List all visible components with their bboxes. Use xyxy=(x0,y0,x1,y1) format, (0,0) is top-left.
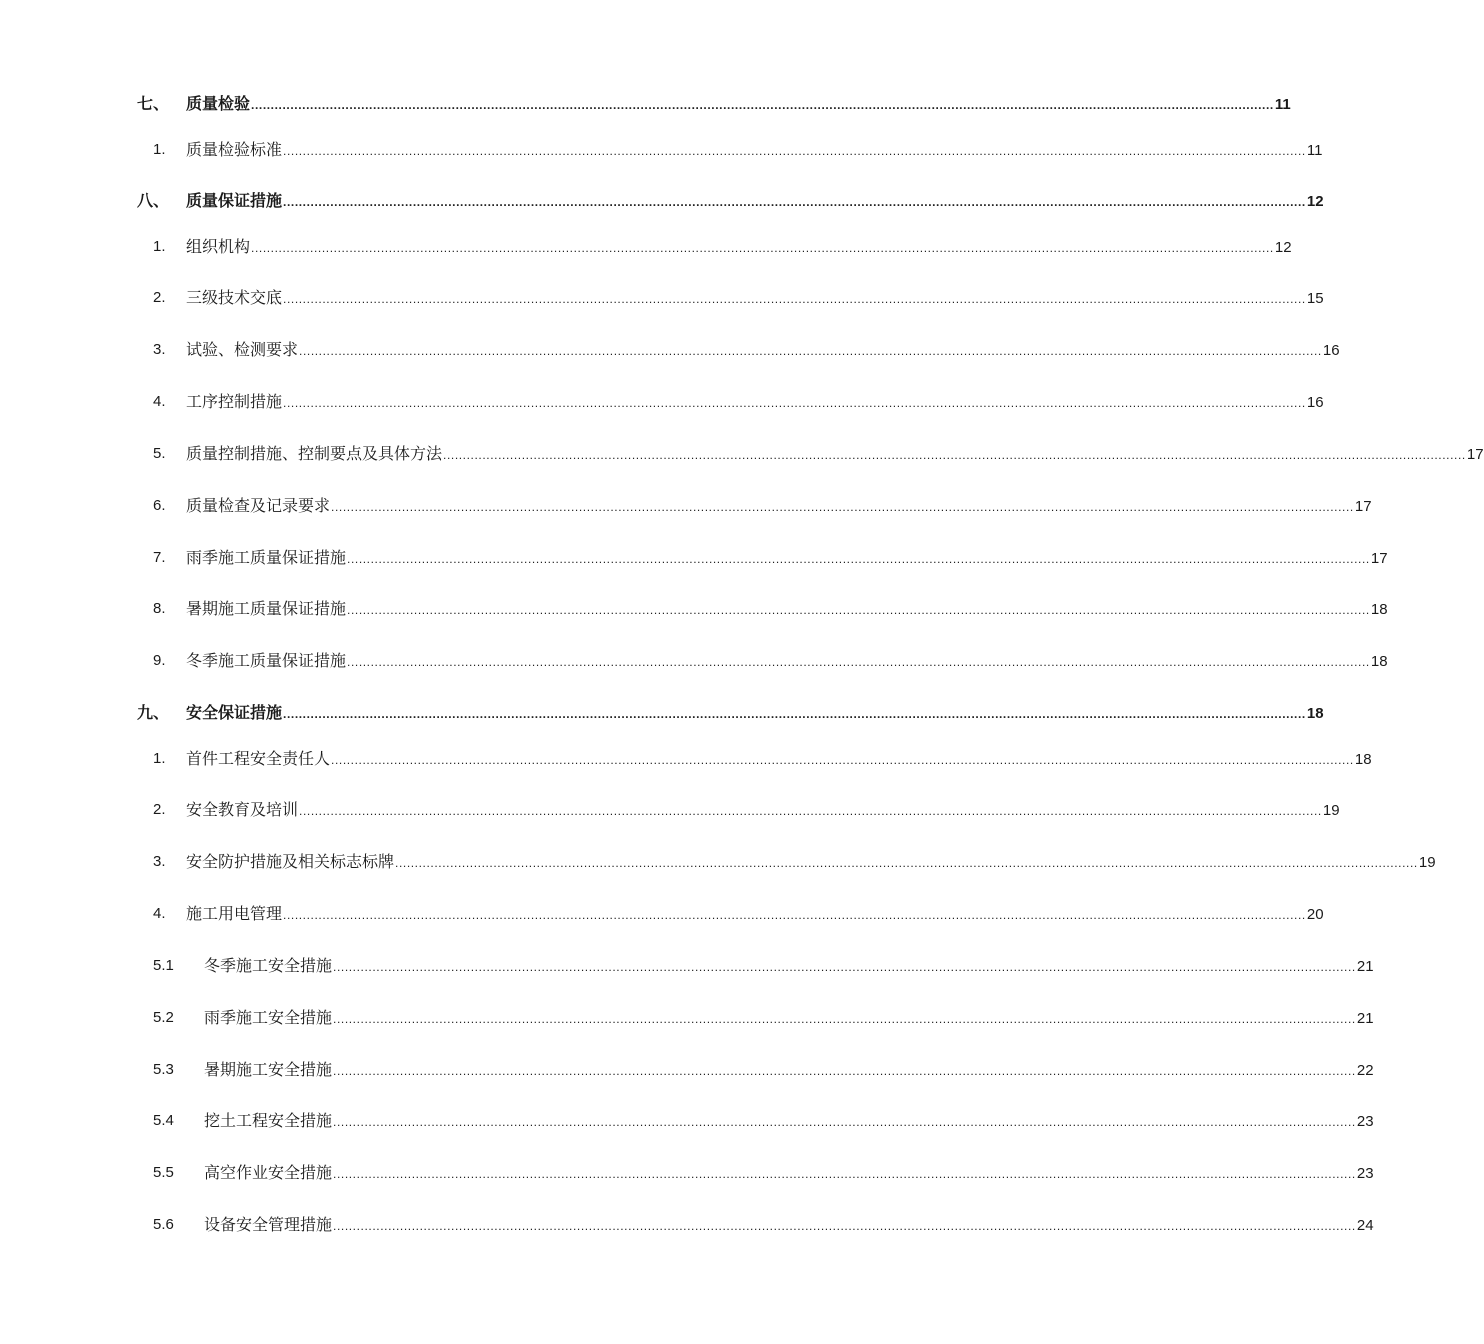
toc-entry-section[interactable] xyxy=(0,389,1324,415)
toc-entry-number: 5. xyxy=(153,445,166,462)
toc-entry-page: 18 xyxy=(1354,751,1372,768)
toc-entry-number: 7. xyxy=(153,549,166,566)
toc-entry-title: 高空作业安全措施 xyxy=(204,1163,333,1182)
toc-entry-page: 21 xyxy=(1356,1010,1374,1027)
toc-entry-title: 雨季施工质量保证措施 xyxy=(186,548,347,567)
toc-entry-number: 1. xyxy=(153,238,166,255)
dot-leader: .................................................................................................................................................................................................................................................................... xyxy=(283,292,1306,306)
toc-entry-subsection[interactable] xyxy=(0,953,1374,979)
dot-leader: .................................................................................................................................................................................................................................................................... xyxy=(333,1012,1356,1026)
toc-entry-page: 23 xyxy=(1356,1165,1374,1182)
toc-entry-section[interactable] xyxy=(0,901,1324,927)
toc-entry-page: 17 xyxy=(1370,550,1388,567)
toc-entry-page: 12 xyxy=(1306,193,1324,210)
toc-entry-section[interactable] xyxy=(0,234,1292,260)
toc-entry-section[interactable] xyxy=(0,746,1372,772)
toc-entry-page: 19 xyxy=(1418,854,1436,871)
toc-entry-title: 质量检验 xyxy=(186,94,251,113)
dot-leader: .................................................................................................................................................................................................................................................................... xyxy=(251,98,1274,112)
dot-leader: .................................................................................................................................................................................................................................................................... xyxy=(333,1167,1356,1181)
toc-entry-page: 17 xyxy=(1466,446,1484,463)
toc-entry-number: 1. xyxy=(153,141,166,158)
dot-leader: .................................................................................................................................................................................................................................................................... xyxy=(443,448,1466,462)
toc-entry-page: 18 xyxy=(1370,653,1388,670)
dot-leader: .................................................................................................................................................................................................................................................................... xyxy=(333,1064,1356,1078)
toc-entry-page: 18 xyxy=(1370,601,1388,618)
toc-entry-page: 11 xyxy=(1274,96,1291,113)
toc-entry-number: 5.5 xyxy=(153,1164,174,1181)
dot-leader: .................................................................................................................................................................................................................................................................... xyxy=(347,603,1370,617)
toc-entry-page: 21 xyxy=(1356,958,1374,975)
toc-entry-subsection[interactable] xyxy=(0,1108,1374,1134)
toc-entry-number: 6. xyxy=(153,497,166,514)
dot-leader: .................................................................................................................................................................................................................................................................... xyxy=(283,707,1306,721)
toc-entry-number: 8. xyxy=(153,600,166,617)
dot-leader: .................................................................................................................................................................................................................................................................... xyxy=(299,344,1322,358)
toc-entry-number: 5.2 xyxy=(153,1009,174,1026)
dot-leader: .................................................................................................................................................................................................................................................................... xyxy=(331,753,1354,767)
dot-leader: .................................................................................................................................................................................................................................................................... xyxy=(395,856,1418,870)
toc-entry-page: 15 xyxy=(1306,290,1324,307)
toc-entry-title: 工序控制措施 xyxy=(186,392,283,411)
toc-entry-number: 2. xyxy=(153,289,166,306)
toc-entry-number: 5.6 xyxy=(153,1216,174,1233)
dot-leader: .................................................................................................................................................................................................................................................................... xyxy=(333,1219,1356,1233)
toc-entry-title: 质量保证措施 xyxy=(186,191,283,210)
toc-entry-title: 暑期施工安全措施 xyxy=(204,1060,333,1079)
dot-leader: .................................................................................................................................................................................................................................................................... xyxy=(347,552,1370,566)
toc-entry-title: 冬季施工质量保证措施 xyxy=(186,651,347,670)
toc-entry-number: 3. xyxy=(153,853,166,870)
toc-entry-section[interactable] xyxy=(0,849,1436,875)
toc-entry-number: 1. xyxy=(153,750,166,767)
toc-entry-number: 九、 xyxy=(137,703,170,722)
toc-entry-title: 组织机构 xyxy=(186,237,251,256)
toc-entry-page: 11 xyxy=(1306,142,1323,159)
toc-entry-title: 雨季施工安全措施 xyxy=(204,1008,333,1027)
toc-entry-number: 4. xyxy=(153,905,166,922)
toc-entry-title: 设备安全管理措施 xyxy=(204,1215,333,1234)
toc-entry-section[interactable] xyxy=(0,545,1388,571)
toc-entry-number: 5.4 xyxy=(153,1112,174,1129)
toc-entry-subsection[interactable] xyxy=(0,1212,1374,1238)
dot-leader: .................................................................................................................................................................................................................................................................... xyxy=(283,144,1306,158)
dot-leader: .................................................................................................................................................................................................................................................................... xyxy=(333,960,1356,974)
dot-leader: .................................................................................................................................................................................................................................................................... xyxy=(283,908,1306,922)
toc-entry-page: 23 xyxy=(1356,1113,1374,1130)
dot-leader: .................................................................................................................................................................................................................................................................... xyxy=(251,241,1274,255)
toc-entry-number: 5.1 xyxy=(153,957,174,974)
toc-entry-title: 三级技术交底 xyxy=(186,288,283,307)
toc-entry-title: 试验、检测要求 xyxy=(186,340,299,359)
toc-entry-subsection[interactable] xyxy=(0,1005,1374,1031)
toc-entry-section[interactable] xyxy=(0,337,1340,363)
toc-entry-title: 安全保证措施 xyxy=(186,703,283,722)
toc-entry-title: 冬季施工安全措施 xyxy=(204,956,333,975)
toc-entry-title: 质量控制措施、控制要点及具体方法 xyxy=(186,444,443,463)
dot-leader: .................................................................................................................................................................................................................................................................... xyxy=(331,500,1354,514)
toc-entry-title: 挖土工程安全措施 xyxy=(204,1111,333,1130)
toc-entry-title: 质量检验标准 xyxy=(186,140,283,159)
dot-leader: .................................................................................................................................................................................................................................................................... xyxy=(299,804,1322,818)
toc-entry-number: 2. xyxy=(153,801,166,818)
toc-entry-number: 5.3 xyxy=(153,1061,174,1078)
toc-entry-title: 施工用电管理 xyxy=(186,904,283,923)
toc-entry-section[interactable] xyxy=(0,648,1388,674)
toc-entry-title: 安全防护措施及相关标志标牌 xyxy=(186,852,395,871)
toc-entry-page: 16 xyxy=(1306,394,1324,411)
toc-entry-page: 22 xyxy=(1356,1062,1374,1079)
toc-entry-title: 首件工程安全责任人 xyxy=(186,749,331,768)
toc-entry-section[interactable] xyxy=(0,285,1324,311)
toc-entry-number: 3. xyxy=(153,341,166,358)
toc-entry-chapter[interactable] xyxy=(0,700,1324,726)
toc-entry-section[interactable] xyxy=(0,137,1323,163)
toc-entry-section[interactable] xyxy=(0,441,1484,467)
toc-entry-page: 17 xyxy=(1354,498,1372,515)
toc-entry-section[interactable] xyxy=(0,596,1388,622)
toc-entry-chapter[interactable] xyxy=(0,91,1291,117)
dot-leader: .................................................................................................................................................................................................................................................................... xyxy=(333,1115,1356,1129)
toc-entry-subsection[interactable] xyxy=(0,1160,1374,1186)
dot-leader: .................................................................................................................................................................................................................................................................... xyxy=(283,195,1306,209)
toc-entry-page: 16 xyxy=(1322,342,1340,359)
toc-entry-section[interactable] xyxy=(0,797,1340,823)
toc-entry-title: 质量检查及记录要求 xyxy=(186,496,331,515)
toc-entry-page: 12 xyxy=(1274,239,1292,256)
toc-entry-number: 八、 xyxy=(137,191,170,210)
toc-entry-page: 18 xyxy=(1306,705,1324,722)
toc-entry-section[interactable] xyxy=(0,493,1372,519)
dot-leader: .................................................................................................................................................................................................................................................................... xyxy=(283,396,1306,410)
toc-entry-number: 七、 xyxy=(137,94,170,113)
toc-entry-chapter[interactable] xyxy=(0,188,1324,214)
toc-entry-title: 暑期施工质量保证措施 xyxy=(186,599,347,618)
toc-entry-title: 安全教育及培训 xyxy=(186,800,299,819)
dot-leader: .................................................................................................................................................................................................................................................................... xyxy=(347,655,1370,669)
toc-entry-page: 20 xyxy=(1306,906,1324,923)
toc-entry-subsection[interactable] xyxy=(0,1057,1374,1083)
toc-entry-number: 9. xyxy=(153,652,166,669)
toc-entry-number: 4. xyxy=(153,393,166,410)
toc-entry-page: 19 xyxy=(1322,802,1340,819)
toc-entry-page: 24 xyxy=(1356,1217,1374,1234)
